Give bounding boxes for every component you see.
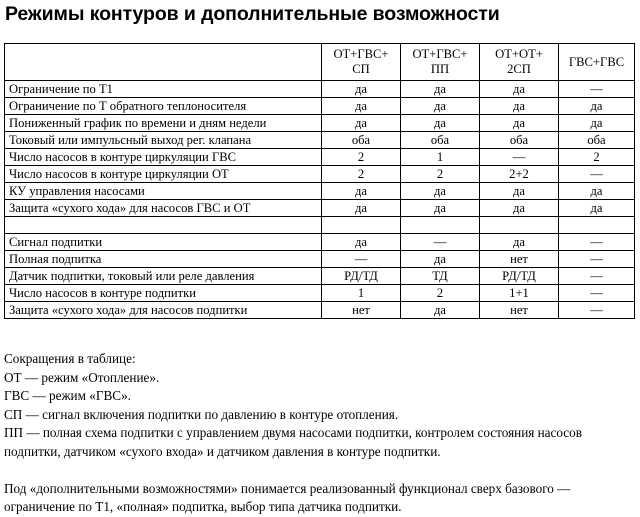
value-cell: да [322, 200, 401, 217]
value-cell: — [559, 285, 635, 302]
value-cell: — [559, 251, 635, 268]
modes-table [4, 43, 635, 319]
value-cell: 1 [322, 285, 401, 302]
value-cell: — [480, 149, 559, 166]
feature-cell: Пониженный график по времени и дням недели [5, 115, 322, 132]
value-cell: да [322, 115, 401, 132]
column-header: ОТ+ГВС+ СП [322, 44, 401, 81]
table-row [5, 166, 635, 183]
feature-cell: Защита «сухого хода» для насосов ГВС и ОТ [5, 200, 322, 217]
value-cell: да [322, 81, 401, 98]
notes-heading: Сокращения в таблице: [4, 351, 136, 366]
table-row [5, 115, 635, 132]
notes-section [4, 350, 636, 517]
feature-cell: Полная подпитка [5, 251, 322, 268]
feature-cell: КУ управления насосами [5, 183, 322, 200]
table-row [5, 183, 635, 200]
header-feature-cell [5, 44, 322, 81]
table-row [5, 81, 635, 98]
value-cell: оба [480, 132, 559, 149]
value-cell: да [480, 115, 559, 132]
feature-cell: Ограничение по Т1 [5, 81, 322, 98]
feature-cell: Число насосов в контуре подпитки [5, 285, 322, 302]
empty-cell [480, 217, 559, 234]
footer-note: Под «дополнительными возможностями» понимается реализованный функционал сверх базового — ограничение по Т1, «полная» подпитка, выбор типа датчика подпитки. [4, 480, 571, 515]
column-header: ОТ+ГВС+ ПП [401, 44, 480, 81]
table-row [5, 251, 635, 268]
feature-cell: Ограничение по Т обратного теплоносителя [5, 98, 322, 115]
value-cell: да [480, 234, 559, 251]
feature-cell: Число насосов в контуре циркуляции ГВС [5, 149, 322, 166]
paragraph-gap [4, 462, 636, 480]
feature-cell: Сигнал подпитки [5, 234, 322, 251]
feature-cell: Датчик подпитки, токовый или реле давления [5, 268, 322, 285]
value-cell: да [322, 98, 401, 115]
value-cell: да [401, 98, 480, 115]
table-row [5, 132, 635, 149]
table-row [5, 149, 635, 166]
value-cell: — [559, 234, 635, 251]
abbreviation-item: ГВС — режим «ГВС». [4, 388, 131, 404]
value-cell: нет [322, 302, 401, 319]
table-row [5, 200, 635, 217]
value-cell: да [401, 115, 480, 132]
feature-cell: Токовый или импульсный выход рег. клапана [5, 132, 322, 149]
column-header: ОТ+ОТ+ 2СП [480, 44, 559, 81]
value-cell: да [480, 81, 559, 98]
value-cell: да [401, 251, 480, 268]
value-cell: 2 [401, 166, 480, 183]
feature-cell: Защита «сухого хода» для насосов подпитки [5, 302, 322, 319]
table-row [5, 302, 635, 319]
value-cell: да [559, 115, 635, 132]
table-row [5, 98, 635, 115]
empty-cell [401, 217, 480, 234]
value-cell: да [401, 302, 480, 319]
value-cell: да [322, 183, 401, 200]
table-header-row [5, 44, 635, 81]
value-cell: ТД [401, 268, 480, 285]
value-cell: РД/ТД [480, 268, 559, 285]
value-cell: — [322, 251, 401, 268]
column-header: ГВС+ГВС [559, 44, 635, 81]
abbreviation-item: ПП — полная схема подпитки с управлением двумя насосами подпитки, контролем состояния насосов подпитки, датчиком «сухого входа» и датчиком давления в контуре подпитки. [4, 425, 582, 459]
table-row [5, 268, 635, 285]
value-cell: РД/ТД [322, 268, 401, 285]
value-cell: да [480, 98, 559, 115]
value-cell: да [480, 183, 559, 200]
value-cell: да [322, 234, 401, 251]
value-cell: 1+1 [480, 285, 559, 302]
empty-cell [322, 217, 401, 234]
value-cell: — [559, 81, 635, 98]
value-cell: да [401, 81, 480, 98]
value-cell: нет [480, 251, 559, 268]
table-row [5, 234, 635, 251]
value-cell: — [559, 268, 635, 285]
value-cell: да [559, 98, 635, 115]
value-cell: да [401, 183, 480, 200]
value-cell: 2 [401, 285, 480, 302]
empty-cell [5, 217, 322, 234]
page-title: Режимы контуров и дополнительные возможности [5, 3, 500, 25]
value-cell: 2 [322, 166, 401, 183]
value-cell: да [401, 200, 480, 217]
value-cell: 1 [401, 149, 480, 166]
value-cell: оба [559, 132, 635, 149]
value-cell: — [401, 234, 480, 251]
feature-cell: Число насосов в контуре циркуляции ОТ [5, 166, 322, 183]
value-cell: 2 [322, 149, 401, 166]
value-cell: да [559, 183, 635, 200]
abbreviation-item: ОТ — режим «Отопление». [4, 369, 160, 385]
value-cell: — [559, 166, 635, 183]
value-cell: 2+2 [480, 166, 559, 183]
abbreviation-item: СП — сигнал включения подпитки по давлению в контуре отопления. [4, 406, 399, 422]
table-spacer-row [5, 217, 635, 234]
value-cell: да [559, 200, 635, 217]
empty-cell [559, 217, 635, 234]
table-row [5, 285, 635, 302]
value-cell: нет [480, 302, 559, 319]
value-cell: — [559, 302, 635, 319]
value-cell: 2 [559, 149, 635, 166]
value-cell: оба [401, 132, 480, 149]
value-cell: оба [322, 132, 401, 149]
value-cell: да [480, 200, 559, 217]
